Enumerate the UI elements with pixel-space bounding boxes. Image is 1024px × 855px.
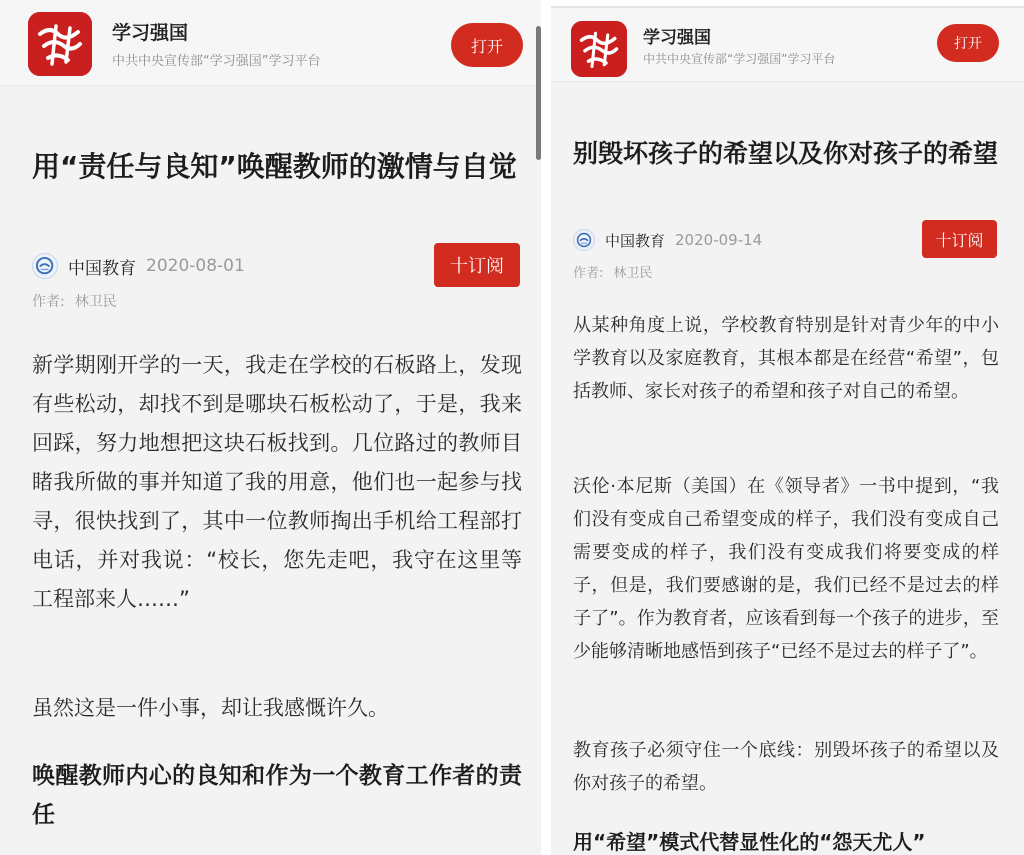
section-heading: 用“希望”模式代替显性化的“怨天尤人” bbox=[573, 830, 926, 854]
app-subtitle: 中共中央宣传部“学习强国”学习平台 bbox=[112, 54, 321, 69]
app-name: 学习强国 bbox=[643, 28, 711, 48]
paragraph: 从某种角度上说，学校教育特别是针对青少年的中小学教育以及家庭教育，其根本都是在经营“希望”，包括教师、家长对孩子的希望和孩子对自己的希望。 bbox=[573, 315, 999, 402]
article-meta bbox=[32, 253, 245, 279]
article-title: 用“责任与良知”唤醒教师的激情与自觉 bbox=[32, 150, 517, 183]
open-app-button[interactable]: 打开 bbox=[451, 23, 523, 67]
subscribe-button[interactable]: 十订阅 bbox=[922, 220, 997, 258]
article-title: 别毁坏孩子的希望以及你对孩子的希望 bbox=[573, 139, 999, 168]
paragraph: 沃伦·本尼斯（美国）在《领导者》一书中提到，“我们没有变成自己希望变成的样子，我们没有变成自己需要变成的样子，我们没有变成我们将要变成的样子，但是，我们要感谢的是，我们已经不是过去的样子了”。作为教育者，应该看到每一个孩子的进步，至少能够清晰地感悟到孩子“已经不是过去的样子了”。 bbox=[573, 476, 999, 662]
paragraph: 新学期刚开学的一天，我走在学校的石板路上，发现有些松动，却找不到是哪块石板松动了，于是，我来回踩，努力地想把这块石板找到。几位路过的教师目睹我所做的事并知道了我的用意，他们也一起参与找寻，很快找到了，其中一位教师掏出手机给工程部打电话，并对我说：“校长，您先走吧，我守在这里等工程部来人……” bbox=[32, 353, 522, 611]
open-app-button[interactable]: 打开 bbox=[937, 24, 999, 62]
app-name: 学习强国 bbox=[112, 22, 189, 44]
author-name: 林卫民 bbox=[613, 266, 653, 281]
xuexi-logo-icon bbox=[571, 21, 627, 77]
china-education-icon bbox=[573, 229, 595, 251]
app-banner bbox=[0, 0, 541, 86]
app-subtitle: 中共中央宣传部“学习强国”学习平台 bbox=[643, 52, 836, 66]
author-label: 作者: bbox=[32, 294, 65, 310]
author-line bbox=[32, 291, 117, 311]
article-meta bbox=[573, 229, 762, 251]
publish-date: 2020-09-14 bbox=[675, 231, 763, 249]
subscribe-button[interactable]: 十订阅 bbox=[434, 243, 520, 287]
section-heading: 唤醒教师内心的良知和作为一个教育工作者的责任 bbox=[32, 763, 522, 828]
app-banner bbox=[551, 8, 1024, 82]
author-name: 林卫民 bbox=[74, 294, 117, 310]
xuexi-logo-icon bbox=[28, 12, 92, 76]
right-article-screen bbox=[551, 6, 1024, 855]
paragraph: 虽然这是一件小事，却让我感慨许久。 bbox=[32, 696, 389, 720]
source-name[interactable]: 中国教育 bbox=[605, 231, 666, 250]
paragraph: 教育孩子必须守住一个底线：别毁坏孩子的希望以及你对孩子的希望。 bbox=[573, 740, 999, 794]
china-education-icon bbox=[32, 253, 58, 279]
scrollbar[interactable] bbox=[536, 26, 541, 160]
source-name[interactable]: 中国教育 bbox=[68, 258, 136, 279]
author-label: 作者: bbox=[573, 266, 604, 281]
author-line bbox=[573, 262, 652, 281]
publish-date: 2020-08-01 bbox=[146, 256, 245, 276]
